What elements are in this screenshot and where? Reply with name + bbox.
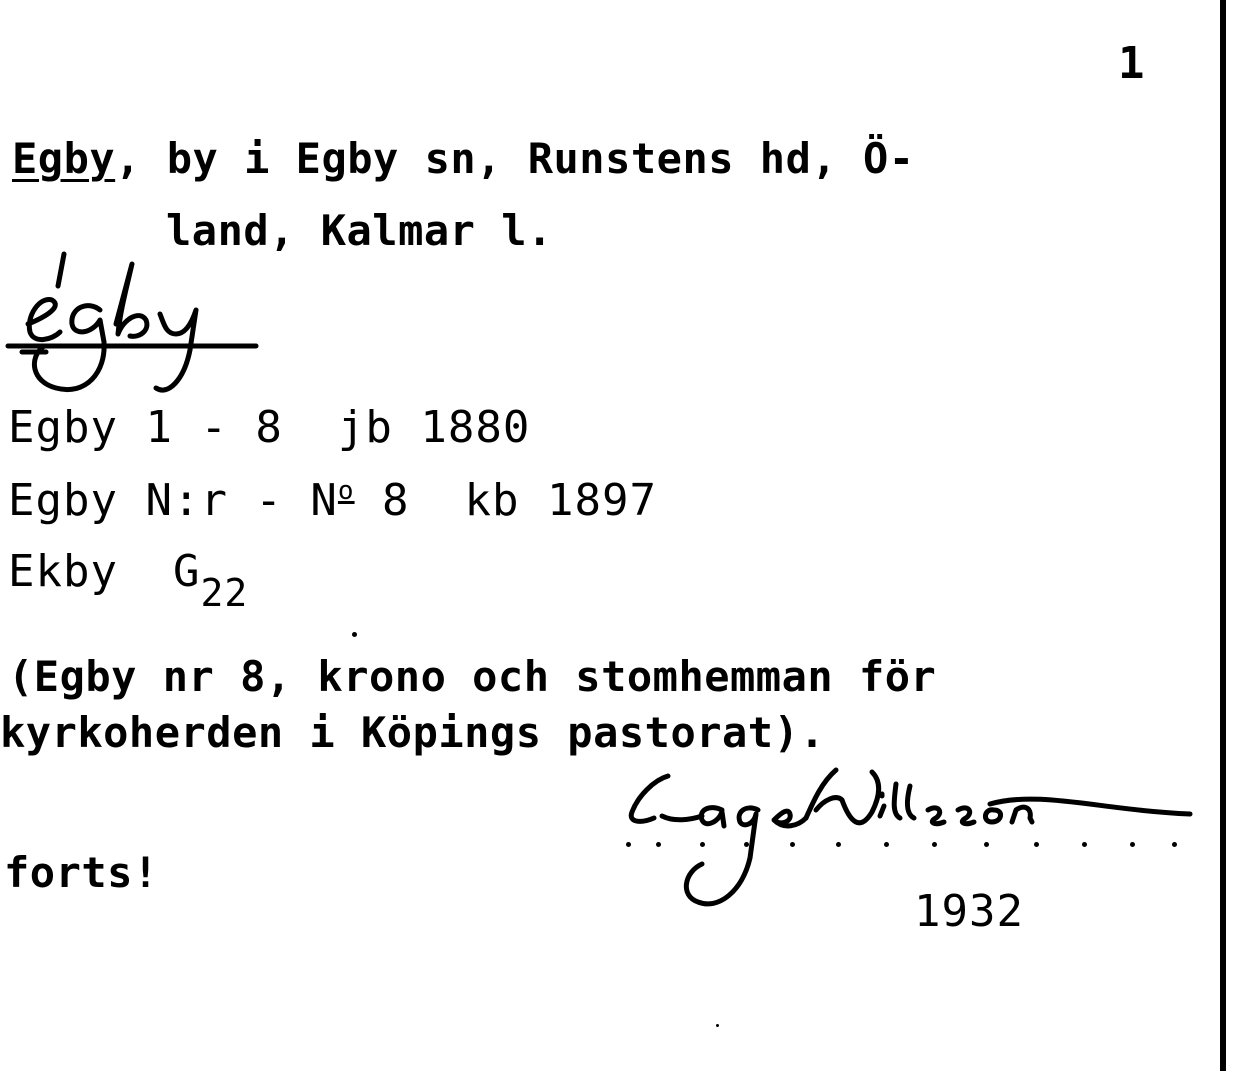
signature-year: 1932 <box>914 886 1024 937</box>
form-3-subscript: 22 <box>200 571 249 615</box>
card-edge-line <box>1220 0 1226 1071</box>
signature-dot <box>790 842 795 847</box>
signature-dot <box>932 842 937 847</box>
form-1-source: 1 - 8 jb 1880 <box>145 402 531 453</box>
signature-dot <box>1082 842 1087 847</box>
continued-note: forts! <box>4 848 159 897</box>
place-name: Egby <box>12 134 116 183</box>
ink-speck <box>352 632 357 637</box>
heading-line-2: land, Kalmar l. <box>166 206 553 255</box>
numero-superscript: o <box>337 476 355 506</box>
heading-line-1 <box>12 134 915 183</box>
form-1-name: Egby <box>8 402 118 453</box>
signature <box>610 760 1200 920</box>
signature-dot <box>1130 842 1135 847</box>
form-row-3 <box>8 546 249 615</box>
form-3-source: G <box>172 546 201 597</box>
signature-dot <box>884 842 889 847</box>
signature-dot <box>1034 842 1039 847</box>
signature-dot <box>984 842 989 847</box>
form-row-2 <box>8 475 657 526</box>
page-number: 1 <box>1118 38 1145 89</box>
signature-dot <box>836 842 841 847</box>
ink-speck <box>716 1024 719 1027</box>
form-3-name: Ekby <box>8 546 118 597</box>
heading-line-1-rest: , by i Egby sn, Runstens hd, Ö- <box>115 134 915 183</box>
signature-dot <box>626 842 631 847</box>
form-2-source-start: N:r - N <box>145 475 338 526</box>
signature-dot <box>656 842 661 847</box>
signature-dot <box>1172 842 1177 847</box>
form-2-source-end: 8 kb 1897 <box>354 475 657 526</box>
note-line-1: (Egby nr 8, krono och stomhemman för <box>8 652 937 701</box>
note-line-2: kyrkoherden i Köpings pastorat). <box>0 708 826 757</box>
form-2-name: Egby <box>8 475 118 526</box>
signature-dot <box>700 842 705 847</box>
signature-dot <box>744 842 749 847</box>
form-row-1 <box>8 402 531 453</box>
